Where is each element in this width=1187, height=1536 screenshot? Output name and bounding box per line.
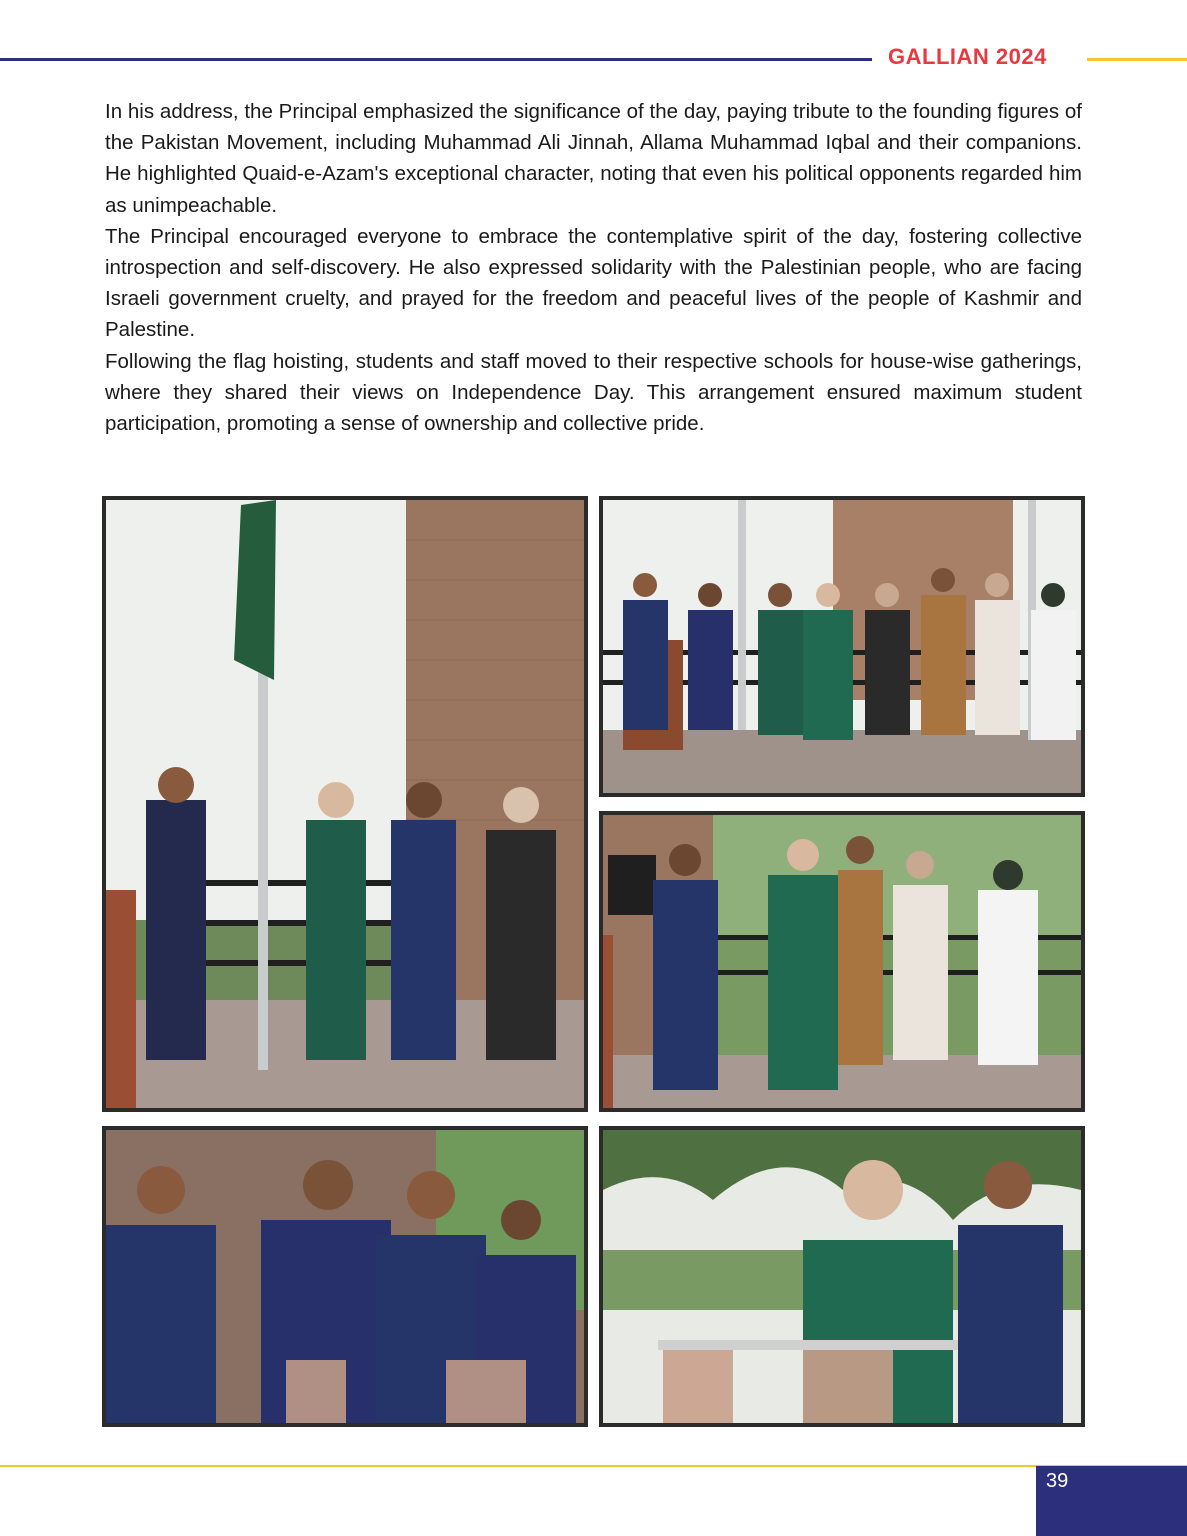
photo-group-raising-fists-image [603, 500, 1081, 793]
paragraph: In his address, the Principal emphasized the significance of the day, paying tribute to the founding figures of the Pakistan Movement, including Muhammad Ali Jinnah, Allama Muhammad Iqbal and their companions. He highlighted Quaid-e-Azam's exceptional character, noting that even his political opponents regarded him as unimpeachable. [105, 100, 1082, 217]
paragraph: Following the flag hoisting, students and staff moved to their respective schools for house-wise gatherings, where they shared their views on Independence Day. This arrangement ensured maximum student participation, promoting a sense of ownership and collective pride. [105, 349, 1082, 436]
photo-students-at-podium [102, 1126, 588, 1427]
page-number-box [1036, 1466, 1187, 1536]
photo-students-at-podium-image [106, 1130, 584, 1423]
header-rule-left [0, 58, 872, 61]
photo-principal-speaking-image [603, 1130, 1081, 1423]
photo-dignitaries-standing-image [603, 815, 1081, 1108]
paragraph: The Principal encouraged everyone to embrace the contemplative spirit of the day, fostering collective introspection and self-discovery. He also expressed solidarity with the Palestinian people, who are facing Israeli government cruelty, and prayed for the freedom and peaceful lives of the people of Kashmir and Palestine. [105, 224, 1082, 342]
footer-rule [0, 1465, 1187, 1467]
header-rule-right [1087, 58, 1187, 61]
photo-flag-hoisting-image [106, 500, 584, 1108]
magazine-title: GALLIAN 2024 [888, 44, 1047, 69]
photo-principal-speaking [599, 1126, 1085, 1427]
page-number: 39 [1046, 1470, 1069, 1492]
article-body [105, 96, 1082, 439]
photo-dignitaries-standing [599, 811, 1085, 1112]
photo-group-raising-fists [599, 496, 1085, 797]
photo-flag-hoisting [102, 496, 588, 1112]
